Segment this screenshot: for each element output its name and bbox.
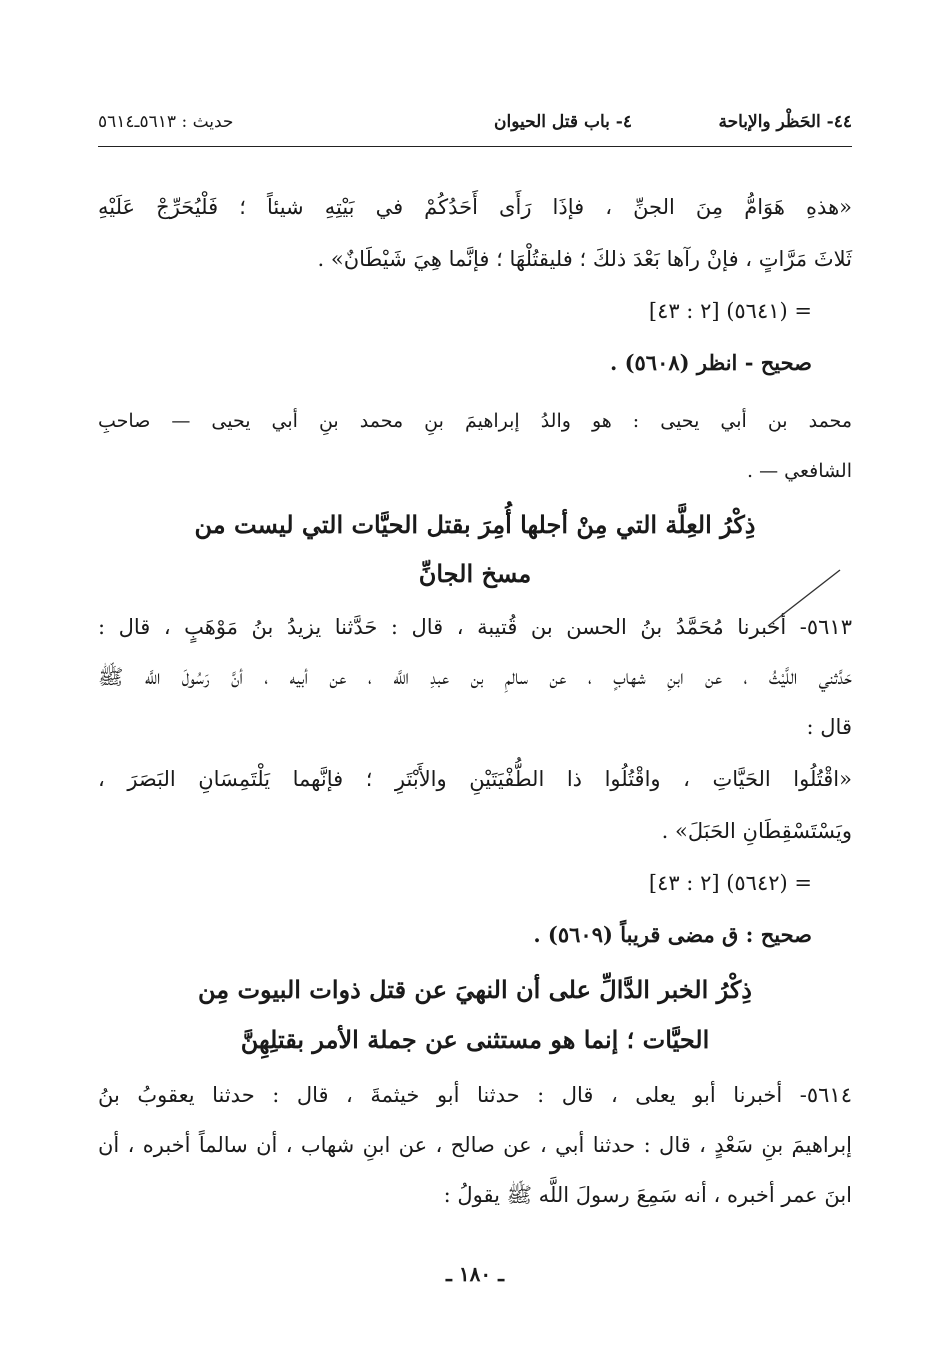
footnote-line: الشافعي — . <box>746 460 852 482</box>
cross-reference: = (٥٦٤١) [٢ : ٤٣] <box>648 299 812 323</box>
quote-line: «اقْتُلُوا الحَيَّاتِ ، واقْتُلُوا ذا الطُّفْيَتَيْنِ والأَبْتَرِ ؛ فإنَّهما يَلْتَمِسَانِ البَصَرَ ، <box>98 767 852 791</box>
quote-line: ثَلاثَ مَرَّاتٍ ، فإنْ رآها بَعْدَ ذلكَ ؛ فليقتُلْهَا ؛ فإنَّما هِيَ شَيْطَانٌ» . <box>317 247 852 271</box>
isnad-line: حَدَّثني اللَّيْثُ ، عن ابنِ شهابٍ ، عن سالمِ بن عبدِ اللَّه ، عن أبيه ، أنَّ رَسُولَ اللَّه ﷺ <box>98 665 852 689</box>
header-divider <box>98 146 852 147</box>
chapter-heading: الحيَّات ؛ إنما هو مستثنى عن جملة الأمر بقتلِهِنَّ <box>240 1025 710 1054</box>
chapter-heading: ذِكْرُ الخبر الدَّالِّ على أن النهيَ عن قتل ذوات البيوت مِن <box>197 975 752 1004</box>
isnad-line: ابنَ عمر أخبره ، أنه سَمِعَ رسولَ اللَّه ﷺ يقولُ : <box>443 1183 852 1207</box>
chapter-heading: ذِكْرُ العِلَّة التي مِنْ أجلها أُمِرَ بقتل الحيَّات التي ليست من <box>194 510 756 539</box>
section-title: ٤- باب قتل الحيوان <box>494 112 632 132</box>
isnad-line: إبراهيمَ بنِ سَعْدٍ ، قال : حدثنا أبي ، عن صالح ، عن ابنِ شهاب ، أن سالماً أخبره ، أن <box>98 1133 852 1157</box>
pen-slash-mark <box>764 566 844 630</box>
running-header <box>98 112 852 140</box>
page-number: ـ ١٨٠ ـ <box>446 1262 504 1286</box>
quote-line: «هذهِ هَوَامُّ مِنَ الجنِّ ، فإذَا رَأَى أَحَدُكُمْ في بَيْتِهِ شيئاً ؛ فَلْيُحَرِّجْ عَلَيْهِ <box>98 195 852 219</box>
footnote-line: محمد بن أبي يحيى : هو والدُ إبراهيمَ بنِ محمد بنِ أبي يحيى — صاحبِ <box>98 410 852 432</box>
book-page <box>98 0 852 1367</box>
grading: صحيح : ق مضى قريباً (٥٦٠٩) . <box>533 922 812 947</box>
isnad-line: قال : <box>806 715 852 739</box>
chapter-title: ٤٤- الحَظْر والإباحة <box>718 112 852 132</box>
hadith-range: حديث : ٥٦١٣ـ٥٦١٤ <box>98 112 234 132</box>
cross-reference: = (٥٦٤٢) [٢ : ٤٣] <box>648 871 812 895</box>
grading: صحيح - انظر (٥٦٠٨) . <box>609 350 812 375</box>
isnad-line: ٥٦١٤- أخبرنا أبو يعلى ، قال : حدثنا أبو خيثمةَ ، قال : حدثنا يعقوبُ بنُ <box>98 1083 852 1107</box>
chapter-heading: مسخ الجانِّ <box>418 559 532 588</box>
quote-line: ويَسْتَسْقِطَانِ الحَبَلَ» . <box>661 819 852 843</box>
isnad-line: ٥٦١٣- أخبرنا مُحَمَّدُ بنُ الحسن بن قُتيبة ، قال : حَدَّثنا يزيدُ بنُ مَوْهَبٍ ، قال : <box>98 615 852 639</box>
